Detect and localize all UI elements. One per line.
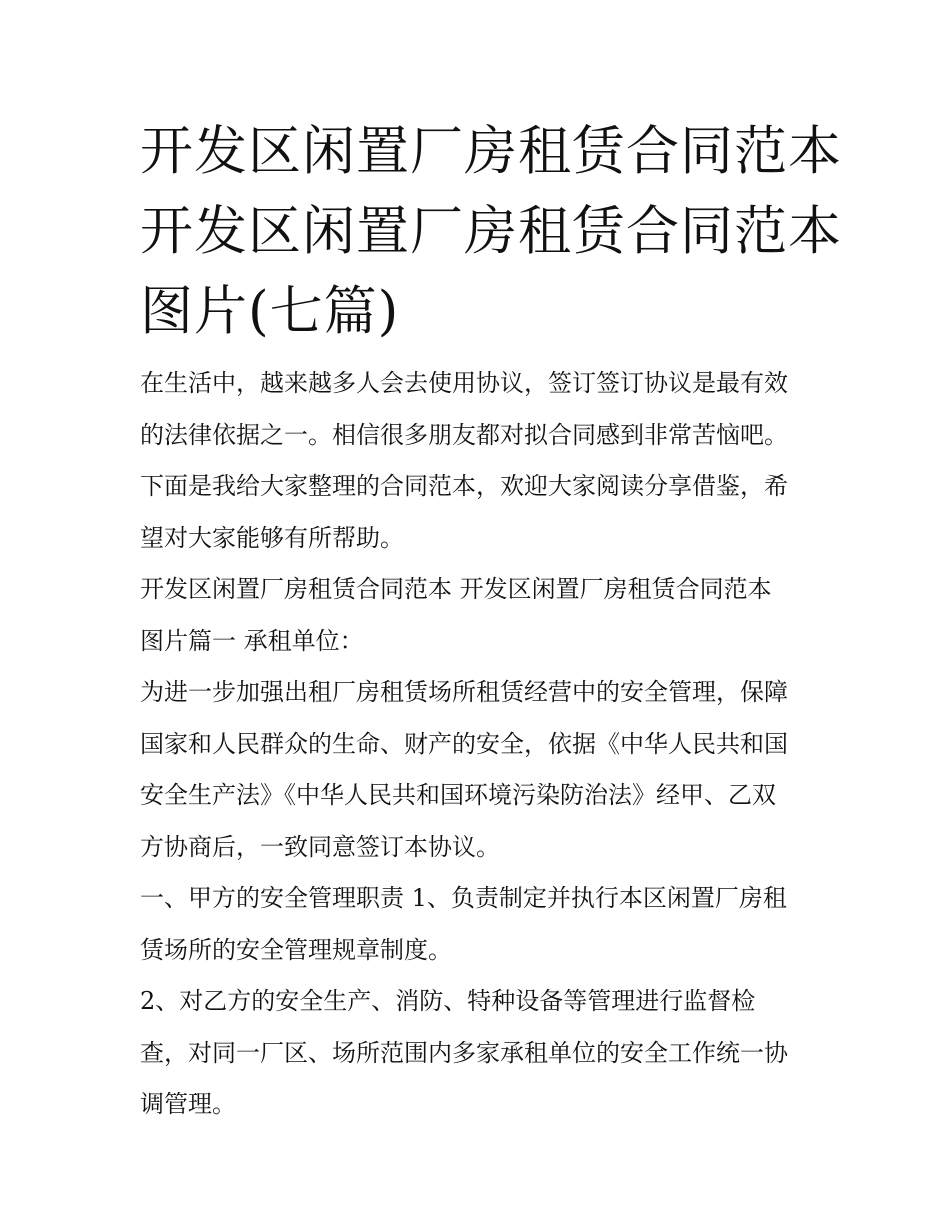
body-line: 图片篇一 承租单位： [140,626,364,655]
body-line: 查，对同一厂区、场所范围内多家承租单位的安全工作统一协 [140,1038,788,1067]
title-line-1: 开发区闲置厂房租赁合同范本 [140,121,842,182]
body-line: 开发区闲置厂房租赁合同范本 开发区闲置厂房租赁合同范本 [140,575,772,603]
document-body [140,358,820,1131]
body-line: 为进一步加强出租厂房租赁场所租赁经营中的安全管理，保障 [140,678,788,706]
document-title [140,112,842,352]
body-line: 赁场所的安全管理规章制度。 [140,935,452,964]
title-line-3: 图片(七篇) [140,281,400,342]
body-line: 望对大家能够有所帮助。 [140,523,404,552]
body-line: 安全生产法》《中华人民共和国环境污染防治法》经甲、乙双 [140,781,776,809]
title-line-2: 开发区闲置厂房租赁合同范本 [140,201,842,262]
body-line: 国家和人民群众的生命、财产的安全，依据《中华人民共和国 [140,729,788,758]
body-line: 在生活中，越来越多人会去使用协议，签订签订协议是最有效 [140,369,788,397]
body-line: 调管理。 [140,1090,236,1118]
body-line: 一、甲方的安全管理职责 1、负责制定并执行本区闲置厂房租 [140,884,787,912]
body-line: 2、对乙方的安全生产、消防、特种设备等管理进行监督检 [140,987,756,1015]
body-line: 的法律依据之一。相信很多朋友都对拟合同感到非常苦恼吧。 [140,420,788,449]
body-line: 下面是我给大家整理的合同范本，欢迎大家阅读分享借鉴，希 [140,472,788,500]
body-line: 方协商后，一致同意签订本协议。 [140,832,500,861]
